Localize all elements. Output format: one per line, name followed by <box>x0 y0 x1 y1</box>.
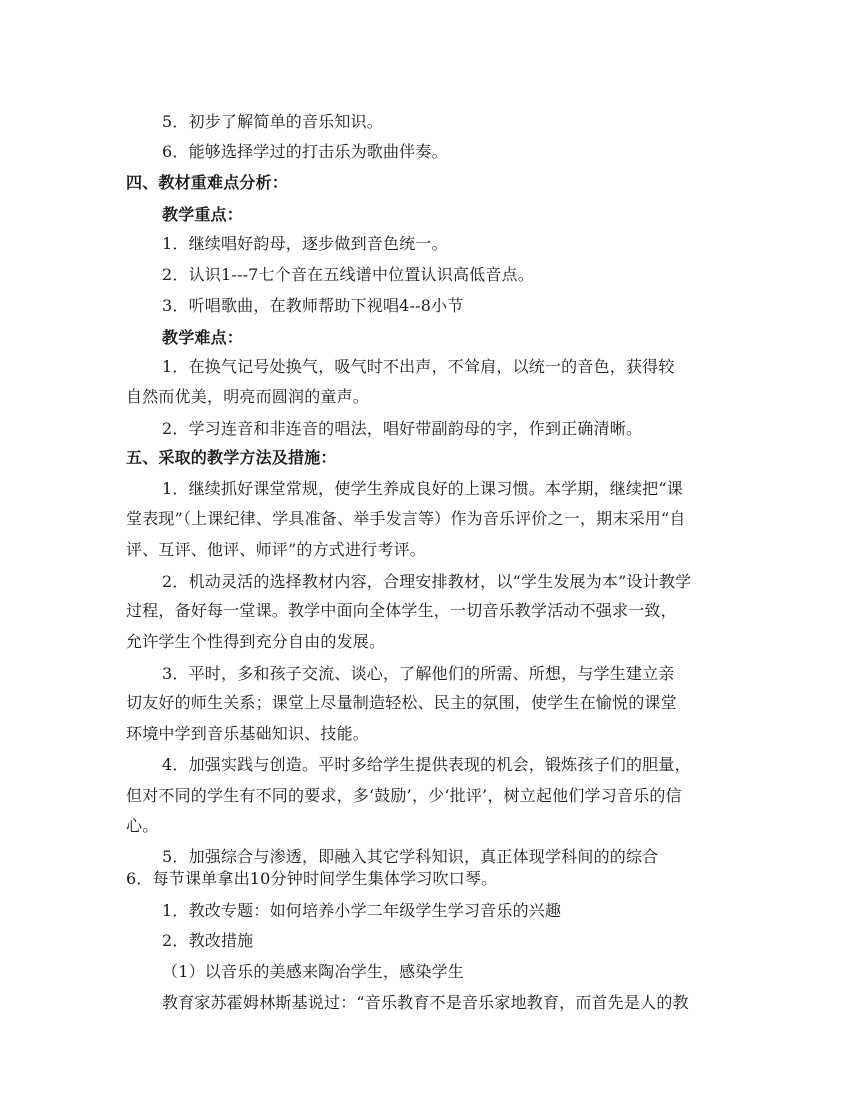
paragraph-line: 4．加强实践与创造。平时多给学生提供表现的机会，锻炼孩子们的胆量， <box>162 755 691 774</box>
subsection-heading: 教学难点： <box>162 328 244 347</box>
paragraph-line: 过程，备好每一堂课。教学中面向全体学生，一切音乐教学活动不强求一致， <box>126 601 677 620</box>
paragraph-line: 评、互评、他评、师评”的方式进行考评。 <box>126 540 426 559</box>
subsection-heading: 教学重点： <box>162 205 244 224</box>
paragraph-line: 2．认识1---7七个音在五线谱中位置认识高低音点。 <box>162 265 534 284</box>
paragraph-line: 教育家苏霍姆林斯基说过：“音乐教育不是音乐家地教育，而首先是人的教 <box>162 993 689 1012</box>
paragraph-line: 1．在换气记号处换气，吸气时不出声，不耸肩，以统一的音色，获得较 <box>162 357 675 376</box>
paragraph-line: 心。 <box>126 816 159 835</box>
paragraph-line: 3．平时，多和孩子交流、谈心，了解他们的所需、所想，与学生建立亲 <box>162 664 675 683</box>
paragraph-line: 6．每节课单拿出10分钟时间学生集体学习吹口琴。 <box>126 869 498 888</box>
paragraph-line: 1．教改专题：如何培养小学二年级学生学习音乐的兴趣 <box>162 901 562 920</box>
paragraph-line: 切友好的师生关系；课堂上尽量制造轻松、民主的氛围，使学生在愉悦的课堂 <box>126 693 677 712</box>
paragraph-line: 1．继续抓好课堂常规，使学生养成良好的上课习惯。本学期，继续把“课 <box>162 479 683 498</box>
paragraph-line: 2．学习连音和非连音的唱法，唱好带副韵母的字，作到正确清晰。 <box>162 419 643 438</box>
paragraph-line: 自然而优美，明亮而圆润的童声。 <box>126 387 370 406</box>
paragraph-line: 2．教改措施 <box>162 931 254 950</box>
paragraph-line: 2．机动灵活的选择教材内容，合理安排教材，以“学生发展为本”设计教学 <box>162 572 692 591</box>
paragraph-line: 但对不同的学生有不同的要求，多‘鼓励’，少‘批评’，树立起他们学习音乐的信 <box>126 786 682 805</box>
paragraph-line: 允许学生个性得到充分自由的发展。 <box>126 632 386 651</box>
section-heading: 四、教材重难点分析： <box>126 173 289 192</box>
paragraph-line: 环境中学到音乐基础知识、技能。 <box>126 724 370 743</box>
paragraph-line: 堂表现”（上课纪律、学具准备、举手发言等）作为音乐评价之一，期末采用“自 <box>126 509 686 528</box>
paragraph-line: 5．加强综合与渗透，即融入其它学科知识，真正体现学科间的的综合 <box>162 847 659 866</box>
paragraph-line: 5．初步了解简单的音乐知识。 <box>162 112 383 131</box>
section-heading: 五、采取的教学方法及措施： <box>126 448 337 467</box>
paragraph-line: （1）以音乐的美感来陶冶学生，感染学生 <box>162 962 464 981</box>
paragraph-line: 6．能够选择学过的打击乐为歌曲伴奏。 <box>162 142 448 161</box>
paragraph-line: 3．听唱歌曲，在教师帮助下视唱4--8小节 <box>162 296 464 315</box>
paragraph-line: 1．继续唱好韵母，逐步做到音色统一。 <box>162 234 448 253</box>
